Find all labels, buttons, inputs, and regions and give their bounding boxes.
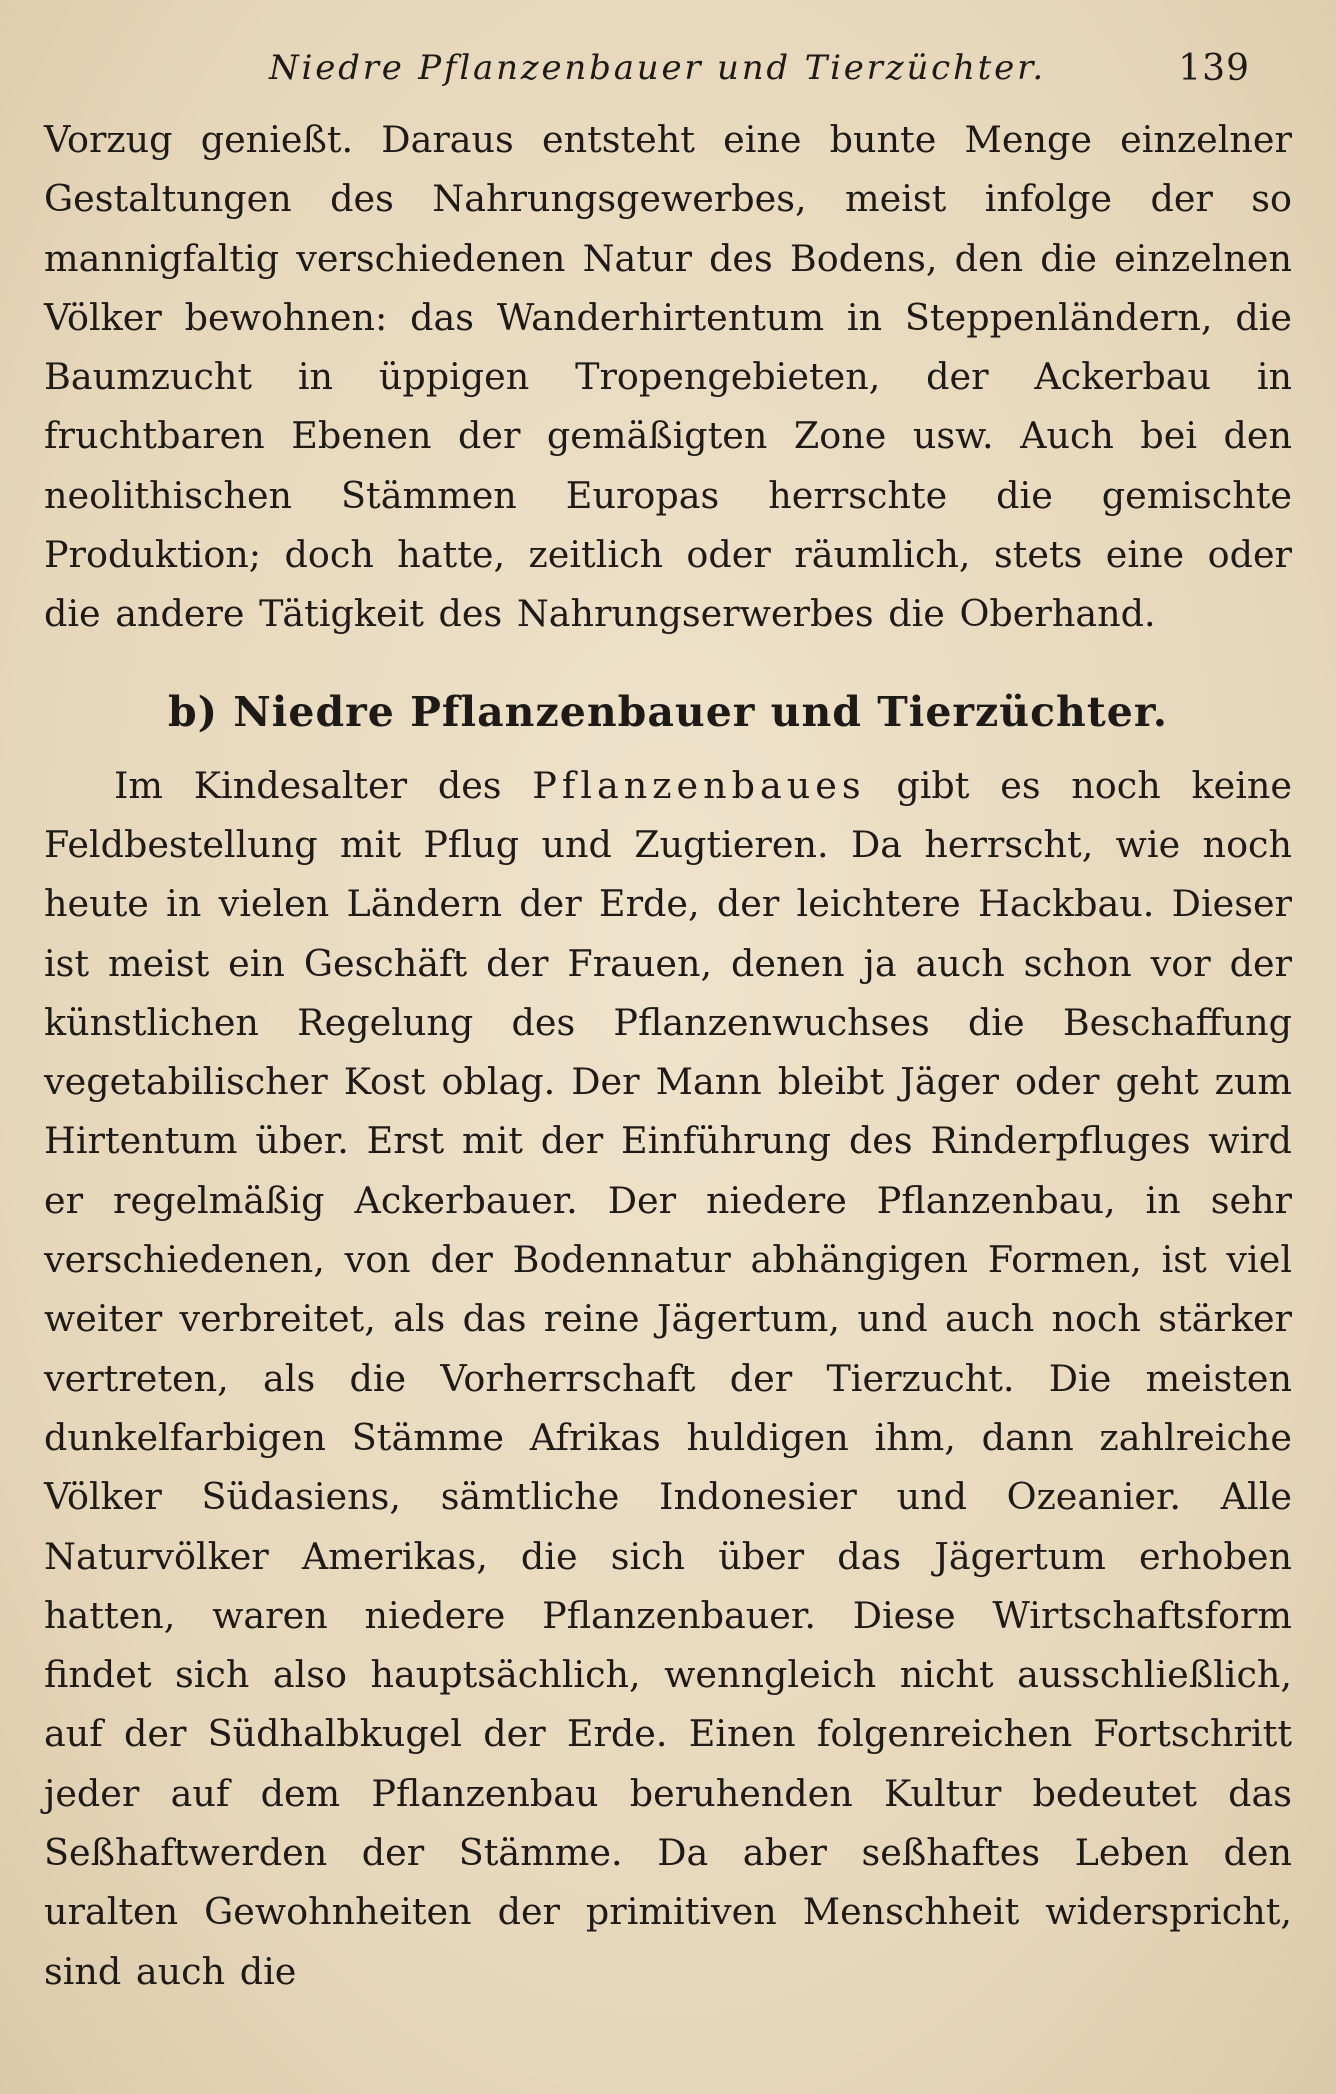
emphasized-term: Pflanzenbaues — [532, 763, 866, 807]
body-text — [44, 110, 1292, 2001]
paragraph-continued: Vorzug genießt. Daraus entsteht eine bunte Menge einzelner Gestaltungen des Nahrungsgewerbes, meist infolge der so mannigfaltig verschiedenen Natur des Bodens, den die einzelnen Völker bewohnen: das Wanderhirtentum in Steppenländern, die Baumzucht in üppigen Tropengebieten, der Ackerbau in fruchtbaren Ebenen der gemäßigten Zone usw. Auch bei den neolithischen Stämmen Europas herrschte die gemischte Produktion; doch hatte, zeitlich oder räumlich, stets eine oder die andere Tätigkeit des Nahrungserwerbes die Oberhand. — [44, 118, 1292, 636]
book-page — [44, 30, 1292, 2070]
page-number: 139 — [1178, 48, 1250, 89]
section-heading: b) Niedre Pflanzenbauer und Tierzüchter. — [167, 687, 1169, 736]
paragraph-body: gibt es noch keine Feldbestellung mit Pflug und Zugtieren. Da herrscht, wie noch heute in vielen Ländern der Erde, der leichtere Hackbau. Dieser ist meist ein Geschäft der Frauen, denen ja auch schon vor der künstlichen Regelung des Pflanzenwuchses die Beschaffung vegetabilischer Kost oblag. Der Mann bleibt Jäger oder geht zum Hirtentum über. Erst mit der Einführung des Rinderpfluges wird er regelmäßig Ackerbauer. Der niedere Pflanzenbau, in sehr verschiedenen, von der Bodennatur abhängigen Formen, ist viel weiter verbreitet, als das reine Jägertum, und auch noch stärker vertreten, als die Vorherrschaft der Tierzucht. Die meisten dunkelfarbigen Stämme Afrikas huldigen ihm, dann zahlreiche Völker Südasiens, sämtliche Indonesier und Ozeanier. Alle Naturvölker Amerikas, die sich über das Jägertum erhoben hatten, waren niedere Pflanzenbauer. Diese Wirtschaftsform findet sich also hauptsächlich, wenngleich nicht ausschließlich, auf der Südhalbkugel der Erde. Einen folgenreichen Fortschritt jeder auf dem Pflanzenbau beruhenden Kultur bedeutet das Seßhaftwerden der Stämme. Da aber seßhaftes Leben den uralten Gewohnheiten der primitiven Menschheit widerspricht, sind auch die — [44, 763, 1292, 1993]
running-head-title: Niedre Pflanzenbauer und Tierzüchter. — [269, 48, 1046, 88]
running-head — [44, 30, 1292, 110]
paragraph-lead: Im Kindesalter des — [114, 763, 502, 807]
paragraph-section-b — [44, 756, 1292, 2001]
